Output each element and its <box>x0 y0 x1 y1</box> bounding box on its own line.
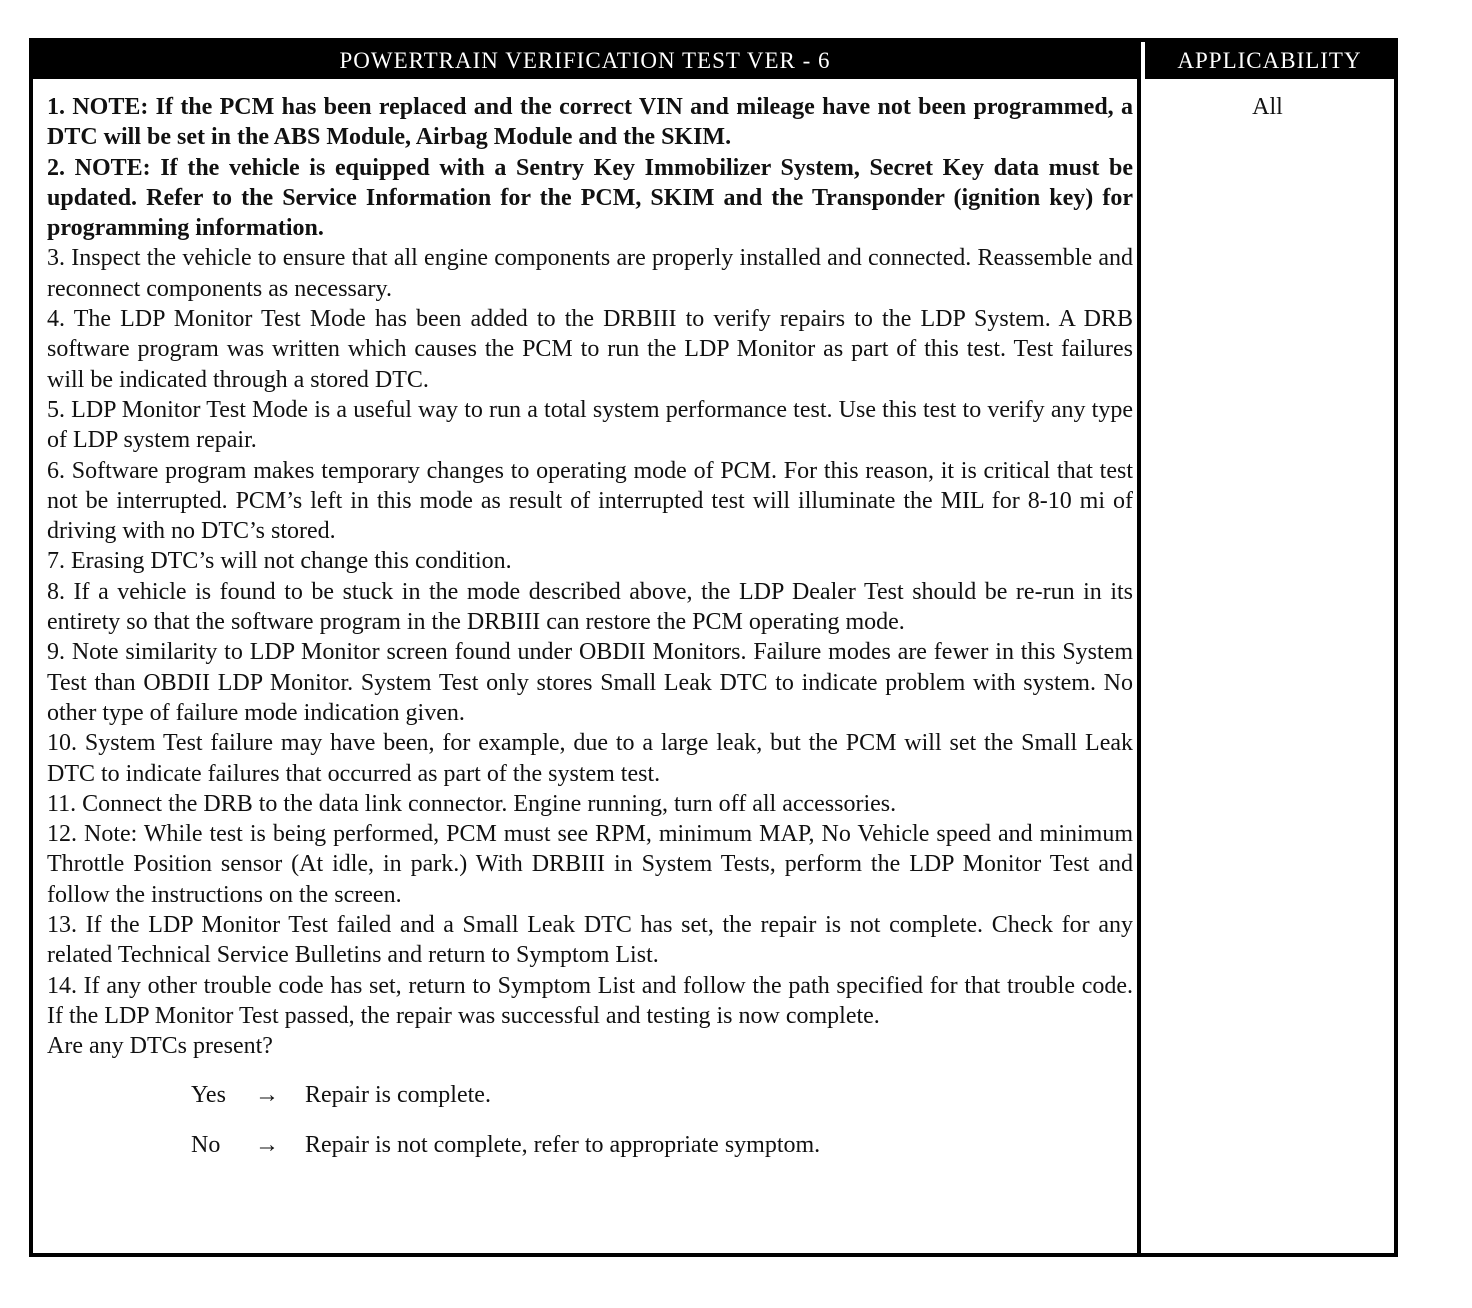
step-11: 11. Connect the DRB to the data link connector. Engine running, turn off all accessories. <box>47 790 897 817</box>
step-2: 2. NOTE: If the vehicle is equipped with a Sentry Key Immobilizer System, Secret Key data must be updated. Refer to the Service Information for the PCM, SKIM and the Transponder (ignition key) for programming information. <box>47 154 1133 242</box>
applicability-value: All <box>1252 94 1283 120</box>
answer-list <box>47 1080 1133 1180</box>
step-6: 6. Software program makes temporary changes to operating mode of PCM. For this reason, it is critical that test not be interrupted. PCM’s left in this mode as result of interrupted test will illuminate the MIL for 8-10 mi of driving with no DTC’s stored. <box>47 457 1133 545</box>
step-3: 3. Inspect the vehicle to ensure that all engine components are properly installed and connected. Reassemble and reconnect components as necessary. <box>47 245 1133 302</box>
step-13: 13. If the LDP Monitor Test failed and a Small Leak DTC has set, the repair is not complete. Check for any related Technical Service Bulletins and return to Symptom List. <box>47 912 1133 969</box>
answer-no-label: No <box>191 1131 221 1158</box>
applicability-header-label: APPLICABILITY <box>1177 47 1362 73</box>
step-5: 5. LDP Monitor Test Mode is a useful way to run a total system performance test. Use this test to verify any type of LDP system repair. <box>47 396 1133 454</box>
answer-no-text: Repair is not complete, refer to appropriate symptom. <box>305 1131 821 1158</box>
answer-yes <box>47 1080 1133 1130</box>
test-title: POWERTRAIN VERIFICATION TEST VER - 6 <box>339 47 831 73</box>
answer-yes-label: Yes <box>191 1081 226 1108</box>
step-14: 14. If any other trouble code has set, return to Symptom List and follow the path specified for that trouble code. If the LDP Monitor Test passed, the repair was successful and testing is now complete. <box>47 972 1133 1029</box>
test-title-header <box>33 42 1141 79</box>
step-4: 4. The LDP Monitor Test Mode has been added to the DRBIII to verify repairs to the LDP System. A DRB software program was written which causes the PCM to run the LDP Monitor as part of this test. Test failures will be indicated through a stored DTC. <box>47 306 1133 393</box>
right-arrow-icon: → <box>255 1081 279 1108</box>
test-steps-cell <box>33 79 1141 1253</box>
applicability-cell <box>1141 79 1394 1253</box>
step-12: 12. Note: While test is being performed, PCM must see RPM, minimum MAP, No Vehicle speed and minimum Throttle Position sensor (At idle, in park.) With DRBIII in System Tests, perform the LDP Monitor Test and follow the instructions on the screen. <box>47 821 1133 908</box>
step-9: 9. Note similarity to LDP Monitor screen found under OBDII Monitors. Failure modes are fewer in this System Test than OBDII LDP Monitor. System Test only stores Small Leak DTC to indicate problem with system. No other type of failure mode indication given. <box>47 639 1133 726</box>
dtc-question: Are any DTCs present? <box>47 1033 273 1060</box>
verification-test-table <box>29 38 1398 1257</box>
applicability-header <box>1141 42 1394 79</box>
step-8: 8. If a vehicle is found to be stuck in the mode described above, the LDP Dealer Test should be re-run in its entirety so that the software program in the DRBIII can restore the PCM operating mode. <box>47 578 1133 636</box>
step-10: 10. System Test failure may have been, for example, due to a large leak, but the PCM will set the Small Leak DTC to indicate failures that occurred as part of the system test. <box>47 730 1133 787</box>
answer-yes-text: Repair is complete. <box>305 1081 491 1108</box>
answer-no <box>47 1130 1133 1180</box>
step-7: 7. Erasing DTC’s will not change this condition. <box>47 548 512 575</box>
right-arrow-icon: → <box>255 1131 279 1158</box>
step-1: 1. NOTE: If the PCM has been replaced and the correct VIN and mileage have not been programmed, a DTC will be set in the ABS Module, Airbag Module and the SKIM. <box>47 94 1133 151</box>
